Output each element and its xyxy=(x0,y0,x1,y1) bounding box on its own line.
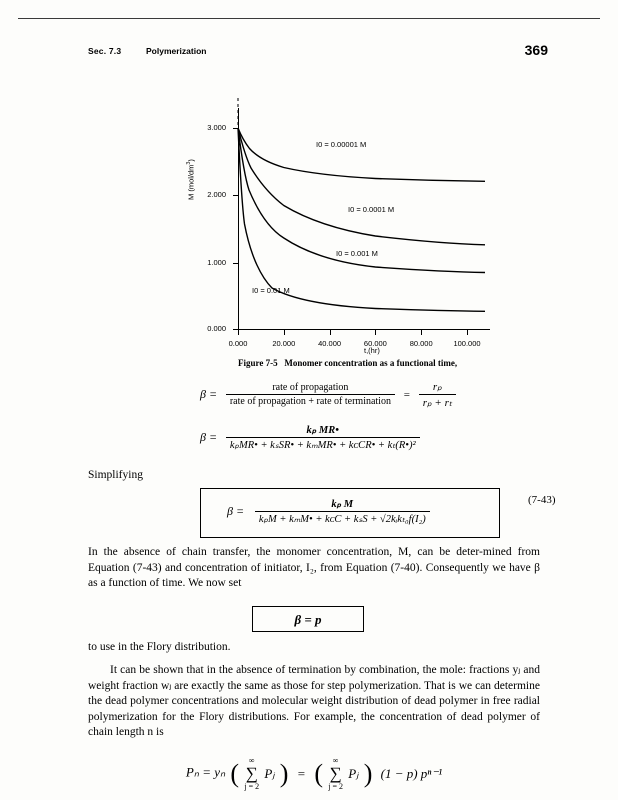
sum1-body: Pⱼ xyxy=(264,765,275,781)
header-chapter-title: Polymerization xyxy=(146,46,207,56)
y-tick-label-3: 3.000 xyxy=(207,123,226,132)
sum2-bottom: j = 2 xyxy=(328,782,343,791)
curve-i0-1e-5 xyxy=(238,128,485,181)
y-tick-label-0: 0.000 xyxy=(207,324,226,333)
x-tick-label-1: 20.000 xyxy=(272,339,296,348)
beta-symbol-2: β = xyxy=(200,430,218,444)
equation-7-43-fraction xyxy=(255,498,430,525)
beta-k-fraction xyxy=(226,424,420,451)
figure-caption xyxy=(238,358,538,368)
x-tick-4 xyxy=(409,330,433,348)
beta-rate-fraction xyxy=(226,382,395,407)
beta-symbol-3: β = xyxy=(227,504,245,518)
curve-label-3: I0 = 0.01 M xyxy=(252,286,290,295)
curve-label-0: I0 = 0.00001 M xyxy=(316,140,367,149)
x-tick-label-5: 100.000 xyxy=(453,339,481,348)
equation-beta-rate-constants xyxy=(200,424,420,451)
equation-number-7-43: (7-43) xyxy=(528,494,556,506)
sum1-sigma: ∑ xyxy=(245,764,258,783)
sum1-top: ∞ xyxy=(248,756,255,765)
x-tick-2 xyxy=(318,330,342,348)
equation-7-43-numerator: kₚ M xyxy=(255,498,430,512)
beta-rate-denominator: rate of propagation + rate of termination xyxy=(229,396,391,407)
paragraph-absence-chain-transfer: In the absence of chain transfer, the monomer concentration, M, can be deter-mined from Equation (7-43) and concentration of initiator, I₂, from Equation (7-40). Consequently we have β as a function of time. We now set xyxy=(88,546,540,589)
x-tick-5 xyxy=(453,330,481,348)
final-equation-Pn xyxy=(88,756,540,791)
x-tick-1 xyxy=(272,330,296,348)
y-tick-label-1: 1.000 xyxy=(207,257,226,267)
final-equation-lhs: Pₙ = yₙ xyxy=(185,764,226,780)
y-tick-label-2: 2.000 xyxy=(207,190,226,200)
sum2-sigma: ∑ xyxy=(329,764,342,783)
sum1-bottom: j = 2 xyxy=(244,782,260,791)
page-number: 369 xyxy=(524,42,548,58)
boxed-equation-7-43 xyxy=(200,488,500,538)
beta-symbol-1: β = xyxy=(200,387,218,401)
beta-rate-equals: = xyxy=(403,388,410,401)
simplifying-text: Simplifying xyxy=(88,469,143,481)
x-tick-label-4: 80.000 xyxy=(409,339,433,348)
x-axis-label: t,(hr) xyxy=(364,346,380,355)
figure-7-5 xyxy=(176,96,516,368)
header-section: Sec. 7.3 xyxy=(88,46,122,56)
equation-beta-rates xyxy=(200,380,456,409)
boxed-equation-beta-equals-p xyxy=(252,606,364,632)
beta-k-numerator: kₚ MR• xyxy=(226,424,420,438)
y-axis-label: M $(mol/dm^3)$ xyxy=(186,159,196,200)
equation-beta-equals-p: β = p xyxy=(294,612,322,627)
sum2-body: Pⱼ xyxy=(348,765,359,781)
beta-rp-fraction xyxy=(419,380,456,409)
beta-rp-denominator: rₚ + rₜ xyxy=(422,397,453,409)
curve-i0-1e-2 xyxy=(238,128,485,311)
x-tick-label-2: 40.000 xyxy=(318,339,342,348)
summation-1 xyxy=(244,756,259,791)
left-paren-2: ( xyxy=(314,758,323,788)
beta-rp-numerator: rₚ xyxy=(419,380,456,395)
equation-7-43-denominator: kₚM + kₘM• + kᴄC + kₛS + √2kᵢkₜ₀f(I₂) xyxy=(258,514,426,525)
beta-rate-numerator: rate of propagation xyxy=(226,382,395,395)
figure-caption-label: Figure 7-5 xyxy=(238,358,278,368)
curve-label-1: I0 = 0.0001 M xyxy=(348,205,395,214)
plot-area xyxy=(186,108,490,355)
paragraph-mole-fractions: It can be shown that in the absence of termination by combination, the mole: fractions yⱼ and weight fraction wⱼ are exactly the same as those for step polymerization. That is we can determine the dead polymer concentrations and molecular weight distribution of dead polymer in free radial polymerization for the Flory distributions. For example, the concentration of dead polymer of chain length n is xyxy=(88,664,540,738)
top-rule-divider xyxy=(18,18,600,19)
beta-k-denominator: kₚMR• + kₛSR• + kₘMR• + kᴄCR• + kₜ(R•)² xyxy=(229,440,416,451)
equation-7-43 xyxy=(227,498,430,525)
sum2-top: ∞ xyxy=(332,756,339,765)
x-tick-label-0: 0.000 xyxy=(228,339,248,348)
right-paren-2: ) xyxy=(363,758,373,788)
final-equation-rhs: (1 − p) pⁿ⁻¹ xyxy=(380,765,443,781)
right-paren-1: ) xyxy=(279,758,289,788)
left-paren-1: ( xyxy=(230,758,240,788)
curve-label-2: I0 = 0.001 M xyxy=(336,249,378,258)
final-equation-middle: = xyxy=(297,765,306,781)
running-header xyxy=(88,42,548,62)
paragraph-flory-use: to use in the Flory distribution. xyxy=(88,641,231,653)
summation-2 xyxy=(328,756,343,791)
figure-caption-text: Monomer concentration as a functional time, xyxy=(284,358,458,368)
x-tick-label-3: 60.000 xyxy=(363,339,387,348)
x-tick-3 xyxy=(363,330,387,348)
x-tick-0 xyxy=(228,330,248,348)
